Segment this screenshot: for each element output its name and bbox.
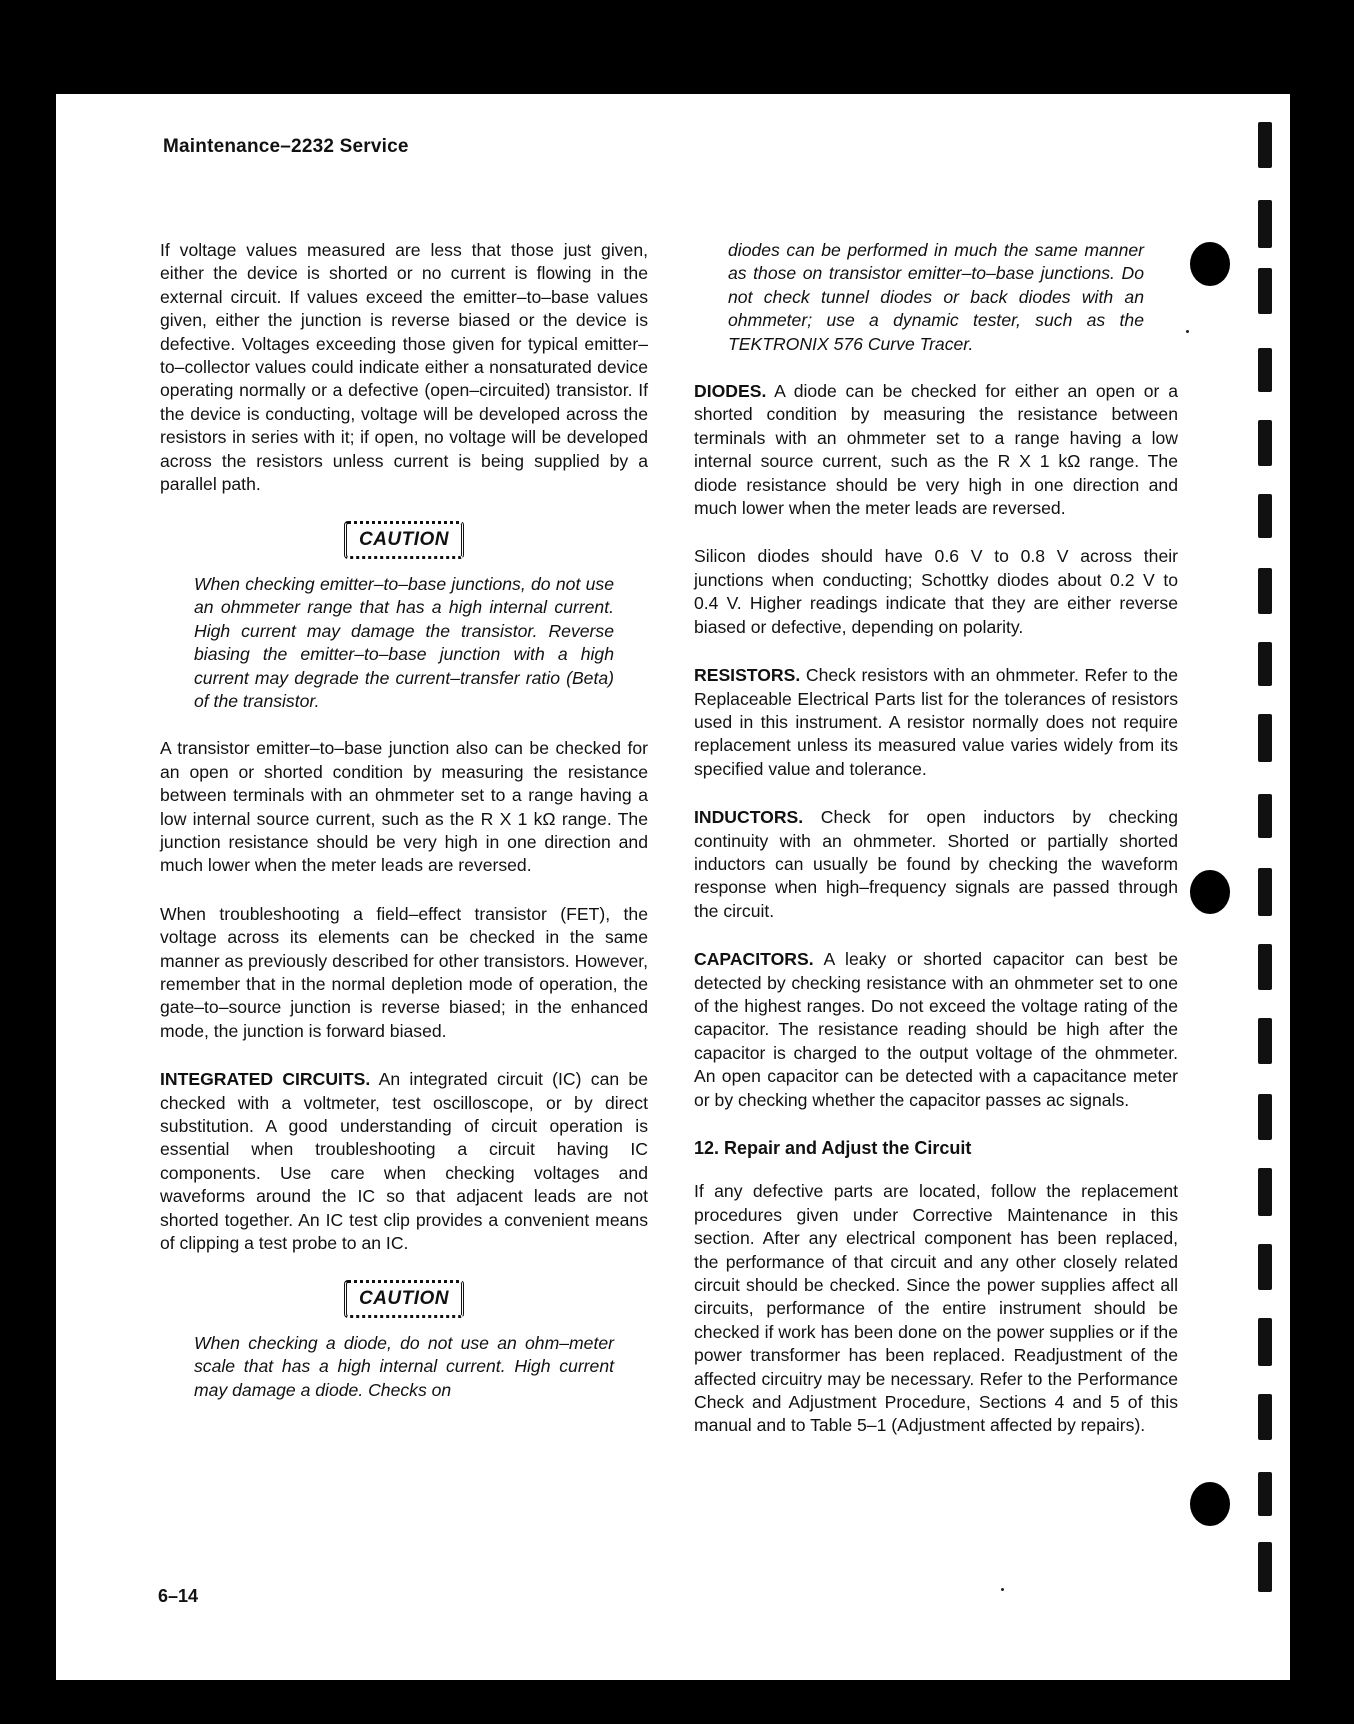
- edge-mark: [1258, 420, 1272, 466]
- binding-hole-middle: [1190, 870, 1230, 914]
- paragraph-inductors: [694, 806, 1178, 923]
- edge-mark: [1258, 794, 1272, 838]
- inductors-lead: INDUCTORS.: [694, 807, 804, 828]
- edge-mark: [1258, 268, 1272, 314]
- edge-mark: [1258, 714, 1272, 762]
- caution-label-2: CAUTION: [344, 1280, 464, 1317]
- edge-mark: [1258, 122, 1272, 168]
- edge-mark: [1258, 1542, 1272, 1592]
- paragraph-emitter-base: A transistor emitter–to–base junction also can be checked for an open or shorted condition by measuring the resistance between terminals with an ohmmeter set to a range having a low internal source current, such as the R X 1 kΩ range. The junction resistance should be very high in one direction and much lower when the meter leads are reversed.: [160, 738, 648, 876]
- caution-text-2: When checking a diode, do not use an ohm–meter scale that has a high internal current. High current may damage a diode. Checks on: [194, 1332, 614, 1400]
- section-heading-12: 12. Repair and Adjust the Circuit: [694, 1138, 972, 1158]
- edge-marks: [1230, 94, 1290, 1680]
- edge-mark: [1258, 568, 1272, 614]
- paragraph-repair: If any defective parts are located, follow the replacement procedures given under Corrective Maintenance in this section. After any electrical component has been replaced, the performance of that circuit and any other closely related circuit should be checked. Since the power supplies affect all circuits, performance of the entire instrument should be checked if work has been done on the power supplies or if the power transformer has been replaced. Readjustment of the affected circuitry may be necessary. Refer to the Performance Check and Adjustment Procedure, Sections 4 and 5 of this manual and to Table 5–1 (Adjustment affected by repairs).: [694, 1181, 1178, 1436]
- binding-hole-top: [1190, 242, 1230, 286]
- paragraph-fet: When troubleshooting a field–effect transistor (FET), the voltage across its elements can be checked in the same manner as previously described for other transistors. However, remember that in the normal depletion mode of operation, the gate–to–source junction is reverse biased; in the enhanced mode, the junction is forward biased.: [160, 903, 648, 1041]
- edge-mark: [1258, 1318, 1272, 1366]
- paragraph-voltage-values: If voltage values measured are less that those just given, either the device is shorted or no current is flowing in the external circuit. If values exceed the emitter–to–base values given, either the junction is reverse biased or the device is defective. Voltages exceeding those given for typical emitter–to–collector values could indicate either a nonsaturated device operating normally or a defective (open–circuited) transistor. If the device is conducting, voltage will be developed across the resistors in series with it; if open, no voltage will be developed across the resistors unless current is being supplied by a parallel path.: [160, 240, 648, 495]
- speck: [1186, 330, 1189, 333]
- paragraph-integrated-circuits: [160, 1068, 648, 1255]
- caution-continuation: diodes can be performed in much the same manner as those on transistor emitter–to–base junctions. Do not check tunnel diodes or back diodes with an ohmmeter; use a dynamic tester, such as the TEKTRONIX 576 Curve Tracer.: [728, 240, 1144, 354]
- edge-mark: [1258, 1244, 1272, 1290]
- edge-mark: [1258, 1168, 1272, 1216]
- capacitors-lead: CAPACITORS.: [694, 949, 814, 970]
- resistors-text: Check resistors with an ohmmeter. Refer to the Replaceable Electrical Parts list for the tolerances of resistors used in this instrument. A resistor normally does not require replacement unless its measured value varies widely from its specified value and tolerance.: [694, 665, 1178, 779]
- diodes-text: A diode can be checked for either an open or a shorted condition by measuring the resistance between terminals with an ohmmeter set to a range having a low internal source current, such as the R X 1 kΩ range. The diode resistance should be very high in one direction and much lower when the meter leads are reversed.: [694, 381, 1178, 519]
- capacitors-text: A leaky or shorted capacitor can best be detected by checking resistance with an ohmmeter set to one of the highest ranges. Do not exceed the voltage rating of the capacitor. The resistance reading should be high after the capacitor is charged to the output voltage of the ohmmeter. An open capacitor can be detected with a capacitance meter or by checking whether the capacitor passes ac signals.: [694, 949, 1178, 1110]
- caution-text-1: When checking emitter–to–base junctions, do not use an ohmmeter range that has a high internal current. High current may damage the transistor. Reverse biasing the emitter–to–base junction with a high current may degrade the current–transfer ratio (Beta) of the transistor.: [194, 573, 614, 711]
- paragraph-capacitors: [694, 948, 1178, 1112]
- page-number: 6–14: [158, 1586, 199, 1606]
- edge-mark: [1258, 868, 1272, 916]
- paragraph-diodes: [694, 380, 1178, 520]
- document-page: [56, 94, 1290, 1680]
- diodes-lead: DIODES.: [694, 381, 767, 402]
- left-column: [160, 239, 648, 1426]
- speck: [1001, 1588, 1004, 1591]
- edge-mark: [1258, 1472, 1272, 1516]
- paragraph-resistors: [694, 664, 1178, 781]
- ic-lead: INTEGRATED CIRCUITS.: [160, 1069, 371, 1090]
- edge-mark: [1258, 348, 1272, 392]
- edge-mark: [1258, 1094, 1272, 1140]
- ic-text: An integrated circuit (IC) can be checked with a voltmeter, test oscilloscope, or by direct substitution. A good understanding of circuit operation is essential when troubleshooting a circuit having IC components. Use care when checking voltages and waveforms around the IC so that adjacent leads are not shorted together. An IC test clip provides a convenient means of clipping a test probe to an IC.: [160, 1069, 648, 1254]
- page-header: Maintenance–2232 Service: [163, 136, 409, 157]
- inductors-text: Check for open inductors by checking continuity with an ohmmeter. Shorted or partially shorted inductors can usually be found by checking the waveform response when high–frequency signals are passed through the circuit.: [694, 807, 1178, 921]
- edge-mark: [1258, 944, 1272, 990]
- caution-box-1: [160, 521, 648, 558]
- binding-hole-bottom: [1190, 1482, 1230, 1526]
- edge-mark: [1258, 1018, 1272, 1064]
- edge-mark: [1258, 494, 1272, 538]
- caution-box-2: [160, 1280, 648, 1317]
- edge-mark: [1258, 1394, 1272, 1440]
- edge-mark: [1258, 200, 1272, 248]
- edge-mark: [1258, 642, 1272, 686]
- right-column: [694, 239, 1178, 1463]
- caution-label-1: CAUTION: [344, 521, 464, 558]
- paragraph-silicon-diodes: Silicon diodes should have 0.6 V to 0.8 V across their junctions when conducting; Schottky diodes about 0.2 V to 0.4 V. Higher readings indicate that they are either reverse biased or defective, depending on polarity.: [694, 546, 1178, 637]
- resistors-lead: RESISTORS.: [694, 665, 801, 686]
